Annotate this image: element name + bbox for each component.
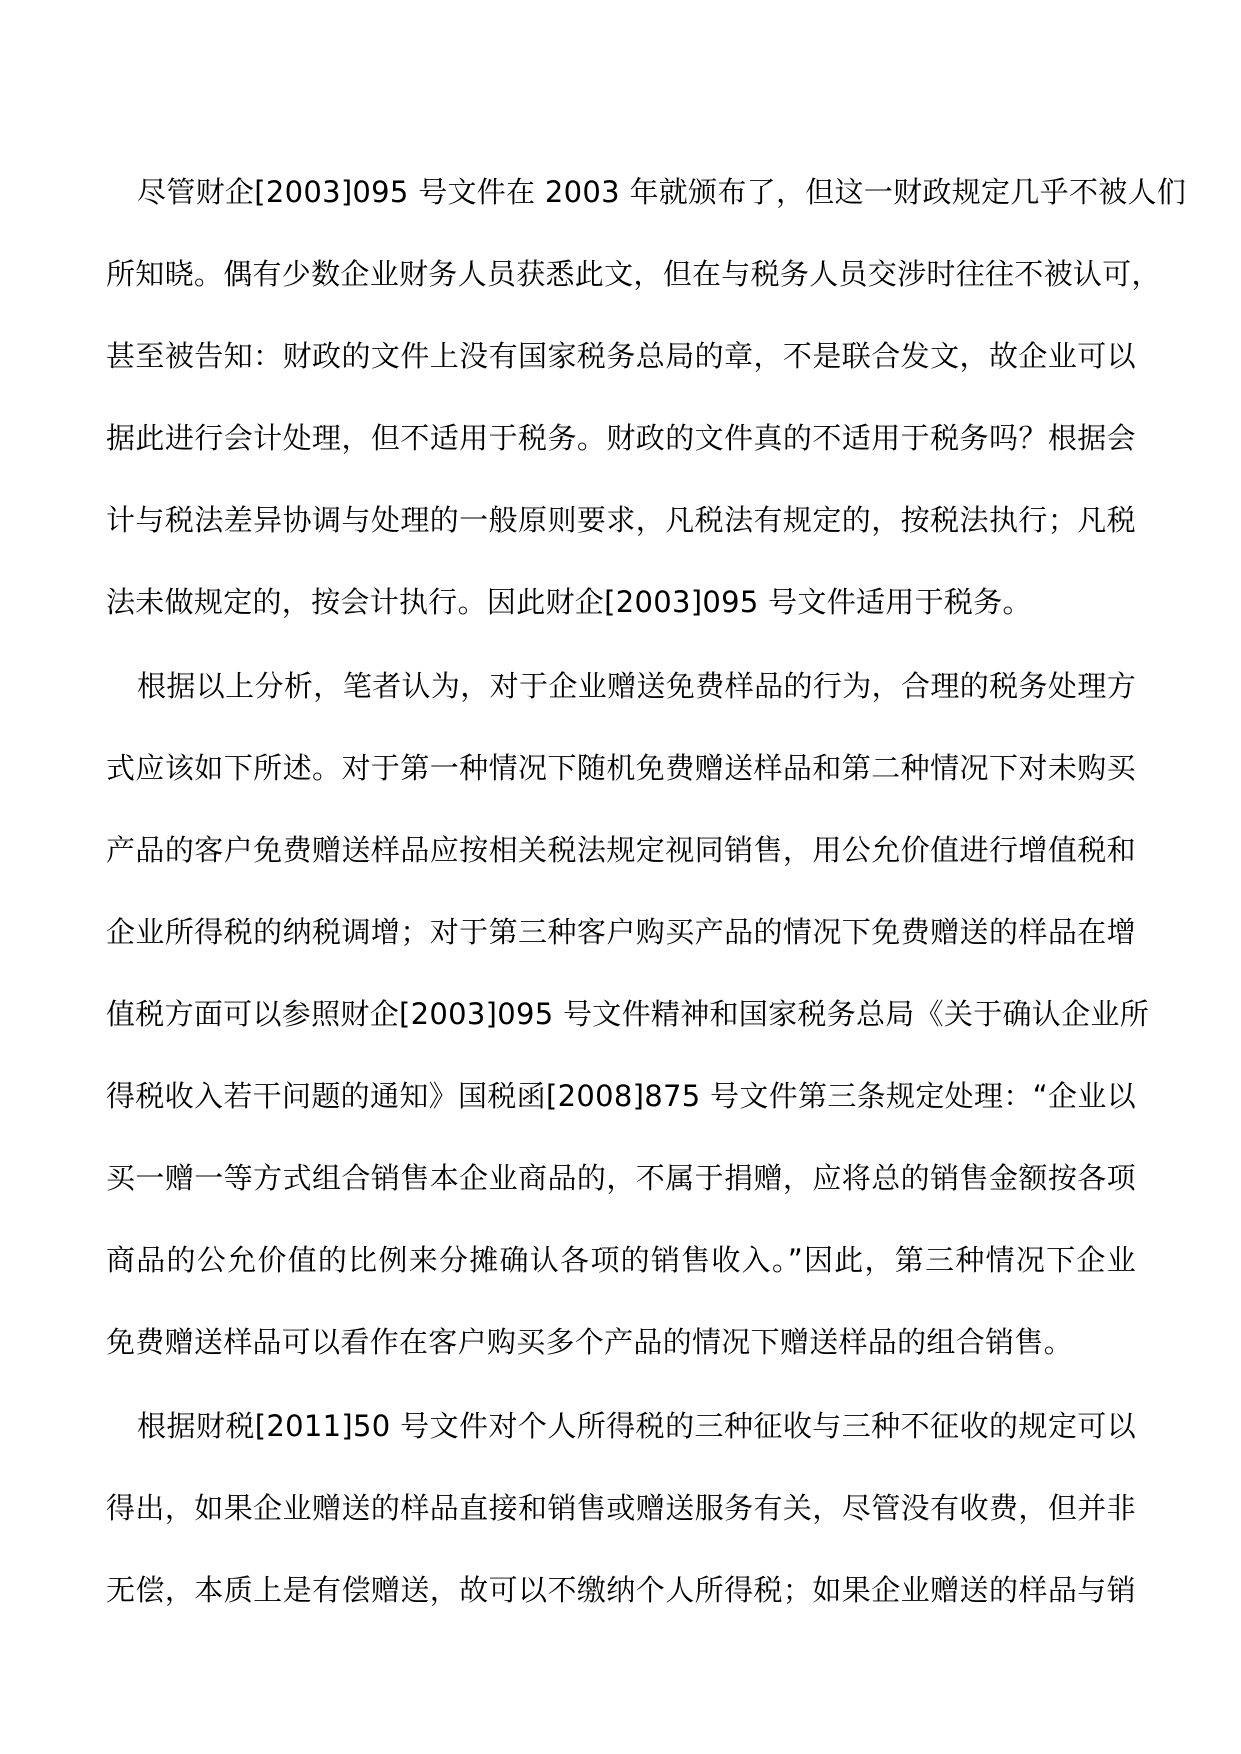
- text-line: 式应该如下所述。对于第一种情况下随机免费赠送样品和第二种情况下对未购买: [106, 751, 1136, 785]
- paragraph-2: [106, 645, 1150, 1383]
- text-line: 商品的公允价值的比例来分摊确认各项的销售收入。”因此，第三种情况下企业: [106, 1243, 1136, 1277]
- text-line: 所知晓。偶有少数企业财务人员获悉此文，但在与税务人员交涉时往往不被认可，: [106, 257, 1161, 291]
- text-line: 无偿，本质上是有偿赠送，故可以不缴纳个人所得税；如果企业赠送的样品与销: [106, 1573, 1136, 1607]
- text-line: 买一赠一等方式组合销售本企业商品的，不属于捐赠，应将总的销售金额按各项: [106, 1161, 1136, 1195]
- text-line: 根据以上分析，笔者认为，对于企业赠送免费样品的行为，合理的税务处理方: [137, 669, 1136, 703]
- text-line: 得税收入若干问题的通知》国税函[2008]875 号文件第三条规定处理：“企业以: [106, 1079, 1136, 1113]
- text-line: 甚至被告知：财政的文件上没有国家税务总局的章，不是联合发文，故企业可以: [106, 339, 1136, 373]
- text-line: 尽管财企[2003]095 号文件在 2003 年就颁布了，但这一财政规定几乎不被人们: [137, 175, 1187, 209]
- text-line: 计与税法差异协调与处理的一般原则要求，凡税法有规定的，按税法执行；凡税: [106, 503, 1136, 537]
- text-line: 免费赠送样品可以看作在客户购买多个产品的情况下赠送样品的组合销售。: [106, 1325, 1073, 1359]
- text-line: 据此进行会计处理，但不适用于税务。财政的文件真的不适用于税务吗？根据会: [106, 421, 1136, 455]
- text-line: 产品的客户免费赠送样品应按相关税法规定视同销售，用公允价值进行增值税和: [106, 833, 1136, 867]
- paragraph-1: [106, 151, 1187, 643]
- text-line: 得出，如果企业赠送的样品直接和销售或赠送服务有关，尽管没有收费，但并非: [106, 1491, 1136, 1525]
- text-line: 根据财税[2011]50 号文件对个人所得税的三种征收与三种不征收的规定可以: [137, 1409, 1136, 1443]
- paragraph-3: [106, 1385, 1136, 1631]
- text-line: 企业所得税的纳税调增；对于第三种客户购买产品的情况下免费赠送的样品在增: [106, 915, 1136, 949]
- text-line: 值税方面可以参照财企[2003]095 号文件精神和国家税务总局《关于确认企业所: [106, 997, 1150, 1031]
- text-line: 法未做规定的，按会计执行。因此财企[2003]095 号文件适用于税务。: [106, 585, 1032, 619]
